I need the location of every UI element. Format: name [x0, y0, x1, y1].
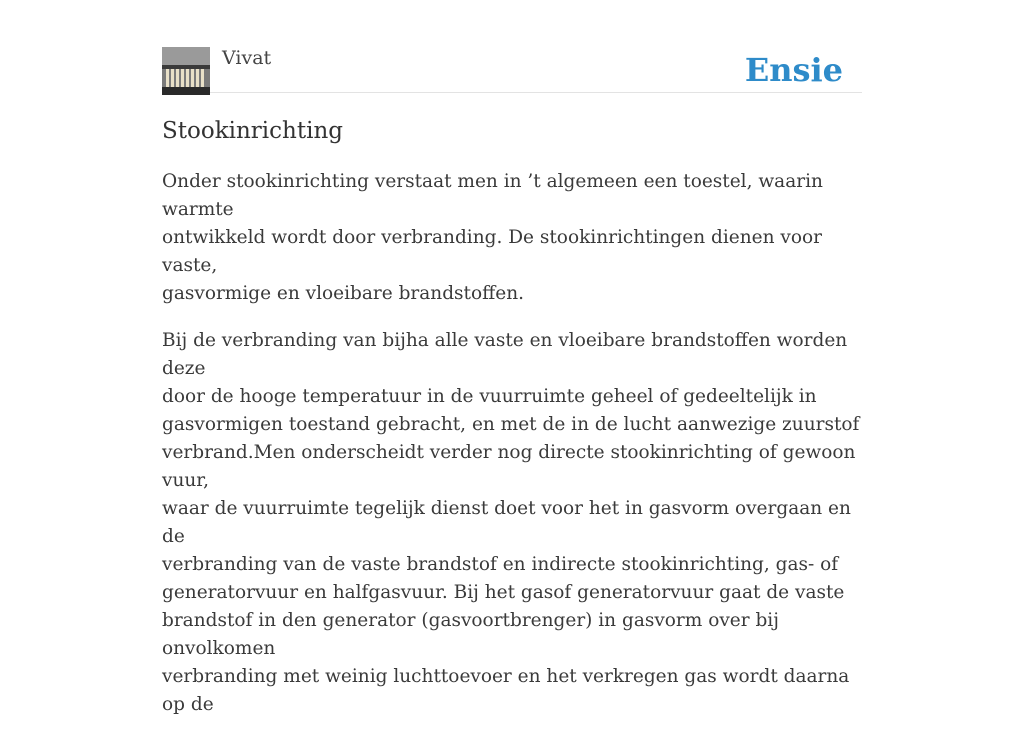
paragraph	[162, 168, 862, 308]
article-body	[162, 168, 862, 738]
paragraph	[162, 327, 862, 719]
text-line: gasvormigen toestand gebracht, en met de in de lucht aanwezige zuurstof	[162, 414, 860, 435]
avatar-image-icon	[162, 47, 210, 95]
text-line: gasvormige en vloeibare brandstoffen.	[162, 283, 525, 304]
article-title: Stookinrichting	[162, 118, 343, 144]
site-logo[interactable]: Ensie	[744, 51, 843, 89]
text-line: ontwikkeld wordt door verbranding. De stookinrichtingen dienen voor vaste,	[162, 227, 822, 276]
text-line: verbranding met weinig luchttoevoer en het verkregen gas wordt daarna op de	[162, 666, 850, 715]
text-line: Bij de verbranding van bijha alle vaste en vloeibare brandstoffen worden deze	[162, 330, 848, 379]
page	[162, 0, 862, 715]
text-line: verbranding van de vaste brandstof en indirecte stookinrichting, gas- of	[162, 554, 839, 575]
text-line: door de hooge temperatuur in de vuurruimte geheel of gedeeltelijk in	[162, 386, 817, 407]
avatar[interactable]	[162, 47, 210, 95]
text-line: brandstof in den generator (gasvoortbrenger) in gasvorm over bij onvolkomen	[162, 610, 779, 659]
text-line: generatorvuur en halfgasvuur. Bij het gasof generatorvuur gaat de vaste	[162, 582, 845, 603]
text-line: verbrand.Men onderscheidt verder nog directe stookinrichting of gewoon vuur,	[162, 442, 856, 491]
author-name[interactable]: Vivat	[222, 47, 272, 69]
text-line: waar de vuurruimte tegelijk dienst doet voor het in gasvorm overgaan en de	[162, 498, 851, 547]
text-line: Onder stookinrichting verstaat men in ’t algemeen een toestel, waarin warmte	[162, 171, 823, 220]
header	[162, 0, 862, 93]
